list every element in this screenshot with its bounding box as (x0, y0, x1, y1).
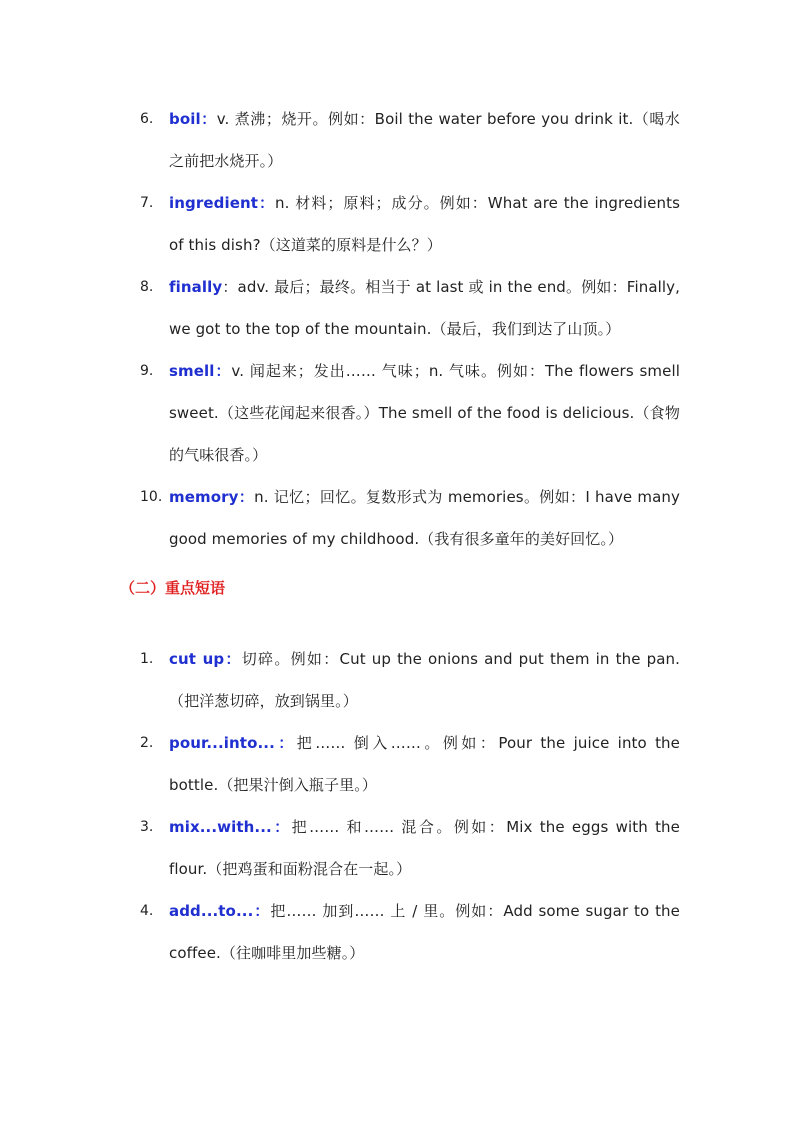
item-number: 9. (140, 363, 154, 379)
vocab-item-finally (140, 266, 680, 350)
phrase-definition: 切碎。例如：Cut up the onions and put them in the pan.（把洋葱切碎，放到锅里。） (169, 650, 680, 710)
phrase-term: add...to...： (169, 902, 271, 920)
item-number: 3. (140, 819, 154, 835)
vocab-definition: v. 闻起来；发出…… 气味；n. 气味。例如：The flowers smell sweet.（这些花闻起来很香。）The smell of the food is delicious.（食物的气味很香。） (169, 362, 680, 464)
item-number: 2. (140, 735, 154, 751)
item-number: 10. (140, 489, 163, 505)
vocab-term: finally (169, 278, 223, 296)
vocab-definition: n. 记忆；回忆。复数形式为 memories。例如：I have many good memories of my childhood.（我有很多童年的美好回忆。） (169, 488, 680, 548)
vocab-item-ingredient (140, 182, 680, 266)
vocab-item-smell (140, 350, 680, 476)
vocab-item-memory (140, 476, 680, 560)
item-number: 4. (140, 903, 154, 919)
item-body (169, 890, 680, 974)
section-heading: （二）重点短语 (120, 579, 226, 597)
vocab-term: smell： (169, 362, 232, 380)
phrase-term: pour...into...： (169, 734, 297, 752)
item-number: 6. (140, 111, 154, 127)
phrase-term: mix...with...： (169, 818, 292, 836)
item-body (169, 806, 680, 890)
vocab-definition: n. 材料；原料；成分。例如：What are the ingredients of this dish?（这道菜的原料是什么？） (169, 194, 680, 254)
vocab-term: boil： (169, 110, 217, 128)
vocab-term: ingredient： (169, 194, 276, 212)
item-number: 1. (140, 651, 154, 667)
item-body (169, 722, 680, 806)
item-body (169, 350, 680, 476)
phrase-item-mix-with (140, 806, 680, 890)
item-body (169, 182, 680, 266)
item-number: 7. (140, 195, 154, 211)
phrase-definition: 把…… 加到…… 上 / 里。例如：Add some sugar to the coffee.（往咖啡里加些糖。） (169, 902, 680, 962)
item-body (169, 638, 680, 722)
phrase-term: cut up： (169, 650, 242, 668)
phrase-item-add-to (140, 890, 680, 974)
item-number: 8. (140, 279, 154, 295)
vocab-definition: ：adv. 最后；最终。相当于 at last 或 in the end。例如：Finally, we got to the top of the mountain.（最后，我们到达了山顶。） (169, 278, 680, 338)
vocab-item-boil (140, 98, 680, 182)
phrase-definition: 把…… 倒入……。例如：Pour the juice into the bottle.（把果汁倒入瓶子里。） (169, 734, 680, 794)
phrase-item-pour-into (140, 722, 680, 806)
item-body (169, 98, 680, 182)
phrase-item-cut-up (140, 638, 680, 722)
item-body (169, 476, 680, 560)
vocab-term: memory： (169, 488, 255, 506)
vocab-definition: v. 煮沸；烧开。例如：Boil the water before you drink it.（喝水之前把水烧开。） (169, 110, 681, 170)
item-body (169, 266, 680, 350)
phrase-definition: 把…… 和…… 混合。例如：Mix the eggs with the flour.（把鸡蛋和面粉混合在一起。） (169, 818, 680, 878)
